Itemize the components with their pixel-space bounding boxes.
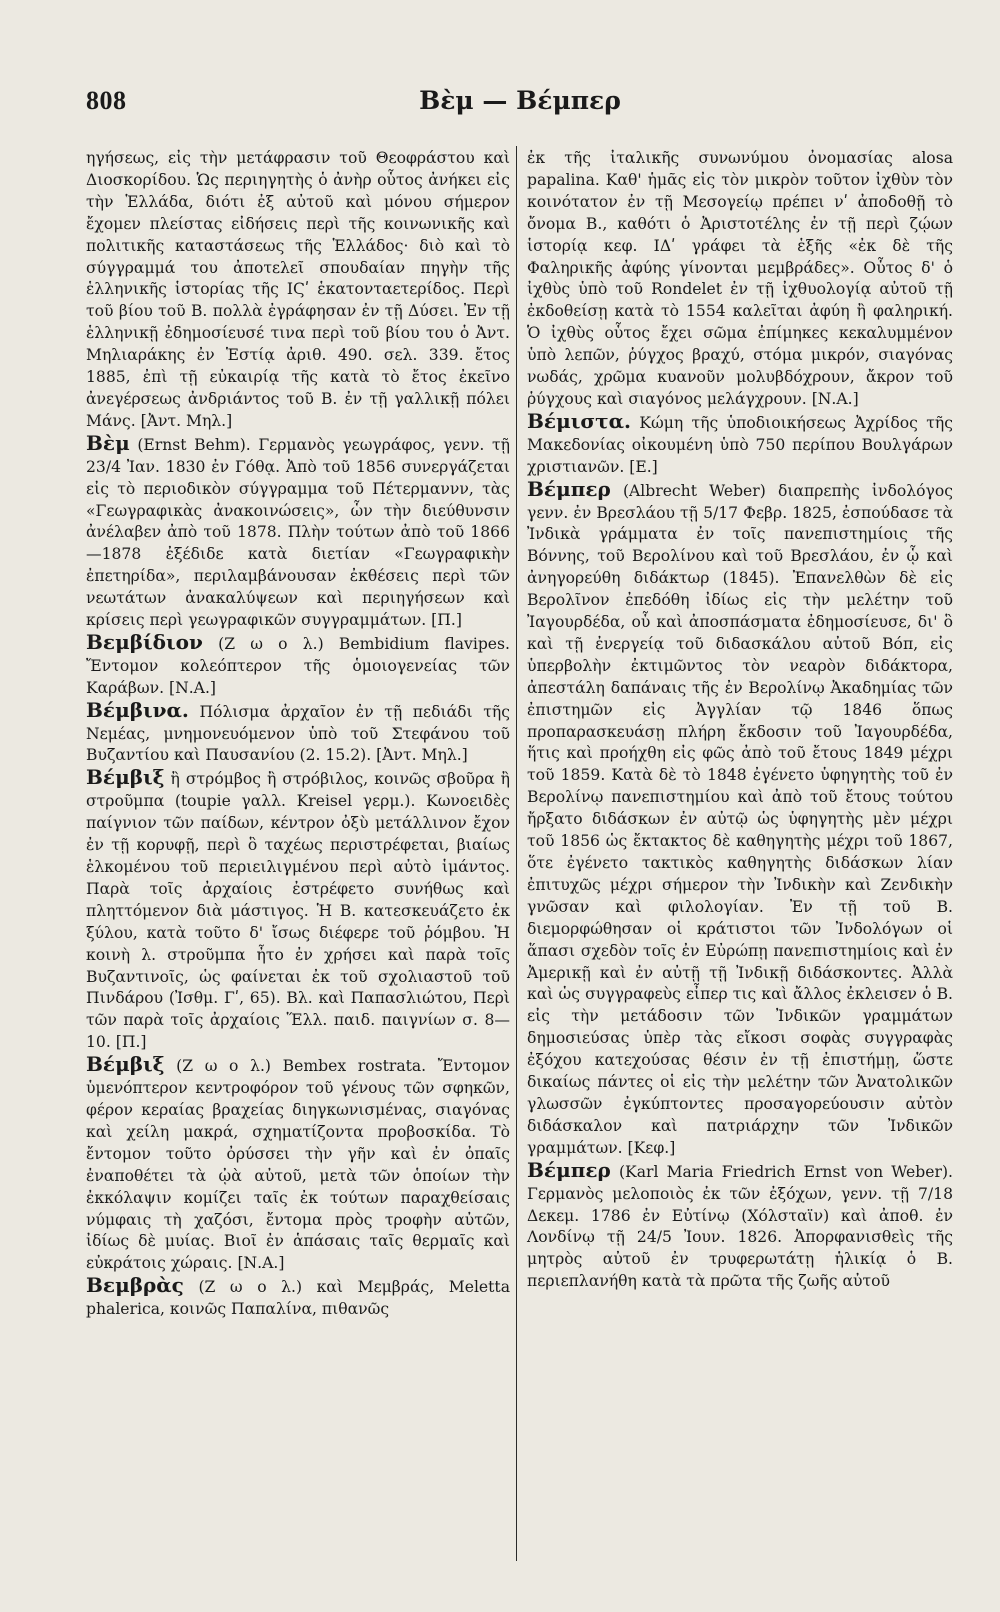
- entry: [86, 146, 510, 433]
- entry: [86, 697, 510, 768]
- entry-text: (Ernst Behm). Γερμανὸς γεωγράφος, γενν. τῇ 23/4 Ἰαν. 1830 ἐν Γόθᾳ. Ἀπὸ τοῦ 1856 συνεργάζεται εἰς τὸ περιοδικὸν σύγγραμμα τοῦ Πέτερμαννν, τὰς «Γεωγραφικὰς ἀνακοινώσεις», ὧν τὴν διεύθυνσιν ἀνέλαβεν ἀπὸ τοῦ 1878. Πλὴν τούτων ἀπὸ τοῦ 1866—1878 ἐξέδιδε κατὰ διετίαν «Γεωγραφικὴν ἐπετηρίδα», περιλαμβάνουσαν ἐκθέσεις περὶ τῶν νεωτάτων ἀνακαλύψεων καὶ περιηγήσεων καὶ κρίσεις περὶ γεωγραφικῶν συγγραμμάτων. [Π.]: [86, 435, 510, 630]
- entry-text: ἐκ τῆς ἰταλικῆς συνωνύμου ὀνομασίας alosa papalina. Καθ' ἡμᾶς εἰς τὸν μικρὸν τοῦτον ἰχθὺν τὸν κοινότατον ἐν τῇ Μεσογείῳ πρέπει νʹ ἀποδοθῇ τὸ ὄνομα Β., καθότι ὁ Ἀριστοτέλης ἐν τῇ περὶ ζῴων ἱστορίᾳ κεφ. ΙΔʹ γράφει τὰ ἑξῆς «ἐκ δὲ τῆς Φαληρικῆς ἀφύης γίνονται μεμβράδες». Οὗτος δ' ὁ ἰχθὺς ὑπὸ τοῦ Rondelet ἐν τῇ ἰχθυολογίᾳ αὐτοῦ τῇ ἐκδοθείσῃ κατὰ τὸ 1554 καλεῖται ἀφύη ἢ φαληρική. Ὁ ἰχθὺς οὗτος ἔχει σῶμα ἐπίμηκες κεκαλυμμένον ὑπὸ λεπῶν, ῥύγχος βραχύ, στόμα μικρόν, σιαγόνας νωδάς, χρῶμα κυανοῦν μολυβδόχρουν, ἄκρον τοῦ ῥύγχους καὶ σιαγόνος μελάγχρουν. [Ν.Α.]: [527, 149, 953, 408]
- entry: [86, 1275, 510, 1321]
- headword: Βέμπερ: [527, 476, 611, 501]
- entry-text: (Ζ ω ο λ.) Bembex rostrata. Ἔντομον ὑμενόπτερον κεντροφόρον τοῦ γένους τῶν σφηκῶν, φέρον κεραίας βραχείας διηγκωνισμένας, σιαγόνας καὶ χείλη μακρά, σχηματίζοντα προβοσκίδα. Τὸ ἔντομον τοῦτο ὀρύσσει τὴν γῆν καὶ ἐν ὀπαῖς ἐναποθέτει τὰ ᾠὰ αὐτοῦ, μετὰ τῶν ὁποίων τὴν ἐκκόλαψιν κομίζει ταῖς ἐκ τούτων παραχθείσαις νύμφαις τὴ χαζόσι, ἔντομα πρὸς τροφὴν αὐτῶν, ἰδίως δὲ μυίας. Βιοῖ ἐν ἁπάσαις ταῖς θερμαῖς καὶ εὐκράτοις χώραις. [Ν.Α.]: [86, 1057, 510, 1273]
- entry-text: (Albrecht Weber) διαπρεπὴς ἰνδολόγος γενν. ἐν Βρεσλάου τῇ 5/17 Φεβρ. 1825, ἐσπούδασε τὰ Ἰνδικὰ γράμματα ἐν τοῖς πανεπιστημίοις τῆς Βόννης, τοῦ Βερολίνου καὶ τοῦ Βρεσλάου, ἐν ᾧ καὶ ἀνηγορεύθη διδάκτωρ (1845). Ἐπανελθὼν δὲ εἰς Βερολῖνον ἐπεδόθη ἰδίως εἰς τὴν μελέτην τοῦ Ἰαγουρδέδα, οὗ καὶ ἀποσπάσματα ἐδημοσίευσε, δι' ὃ καὶ τῇ ἐνεργείᾳ τοῦ διδασκάλου αὐτοῦ Βόπ, εἰς ὑπερβολὴν ἐκτιμῶντος τὸν νεαρὸν διδάκτορα, ἀπεστάλη δαπάναις τῆς ἐν Βερολίνῳ Ἀκαδημίας τῶν ἐπιστημῶν εἰς Ἀγγλίαν τῷ 1846 ὅπως προπαρασκευάσῃ πλήρη ἔκδοσιν τοῦ Ἰαγουρδέδα, ἥτις καὶ προήχθη εἰς φῶς ἀπὸ τοῦ ἔτους 1849 μέχρι τοῦ 1859. Κατὰ δὲ τὸ 1848 ἐγένετο ὑφηγητὴς τοῦ ἐν Βερολίνῳ πανεπιστημίου καὶ ἀπὸ τοῦ ἔτους τούτου ἤρξατο διδάσκων ἐν αὐτῷ ὡς ὑφηγητὴς μὲν μέχρι τοῦ 1856 ὡς ἔκτακτος δὲ καθηγητὴς μέχρι τοῦ 1867, ὅτε ἐγένετο τακτικὸς καθηγητὴς διδάσκων λίαν ἐπιτυχῶς μέχρι σήμερον τὴν Ἰνδικὴν καὶ Ζενδικὴν γνῶσαν καὶ φιλολογίαν. Ἐν τῇ τοῦ Β. διεμορφώθησαν οἱ κράτιστοι τῶν Ἰνδολόγων οἱ ἅπασι σχεδὸν τοῖς ἐν Εὐρώπῃ πανεπιστημίοις καὶ ἐν Ἀμερικῇ καὶ ἐν αὐτῇ τῇ Ἰνδικῇ διδάσκοντες. Ἀλλὰ καὶ ὡς συγγραφεὺς εἶπερ τις καὶ ἄλλος ἐκλεισεν ὁ Β. εἰς τὴν μετάδοσιν τῶν Ἰνδικῶν γραμμάτων δημοσιεύσας ὑπὲρ τὰς εἴκοσι σοφὰς συγγραφὰς ἐξόχου κατεχούσας θέσιν ἐν τῇ ἐπιστήμῃ, ὥστε δικαίως πάντες οἱ εἰς τὴν μελέτην τῶν Ἀνατολικῶν γλωσσῶν ἐγκύπτοντες προσαγορεύουσιν αὐτὸν διδάσκαλον καὶ πατριάρχην τῶν Ἰνδικῶν γραμμάτων. [Κεφ.]: [527, 481, 953, 1157]
- entry-text: ἢ στρόμβος ἢ στρόβιλος, κοινῶς σβοῦρα ἢ στροῦμπα (toupie γαλλ. Kreisel γερμ.). Κωνοειδὲς παίγνιον τῶν παίδων, κέντρον ὀξὺ μετάλλινον ἔχον ἐν τῇ κορυφῇ, περὶ ὃ ταχέως περιστρέφεται, βιαίως ἑλκομένου τοῦ περιειλιγμένου περὶ αὐτὸ ἱμάντος. Παρὰ τοῖς ἀρχαίοις ἐστρέφετο συνήθως καὶ πληττόμενον διὰ μάστιγος. Ἡ Β. κατεσκευάζετο ἐκ ξύλου, κατὰ τοῦτο δ' ἴσως διέφερε τοῦ ῥόμβου. Ἡ κοινὴ λ. στροῦμπα ἦτο ἐν χρήσει καὶ παρὰ τοῖς Βυζαντινοῖς, ὡς φαίνεται ἐκ τοῦ σχολιαστοῦ τοῦ Πινδάρου (Ἰσθμ. Γʹ, 65). Βλ. καὶ Παπασλιώτου, Περὶ τῶν παρὰ τοῖς ἀρχαίοις Ἕλλ. παιδ. παιγνίων σ. 8—10. [Π.]: [86, 770, 510, 1052]
- headword: Βέμπερ: [527, 1157, 611, 1182]
- headword: Βέμιστα.: [527, 408, 631, 433]
- headword: Βὲμ: [86, 430, 130, 455]
- headword: Βέμβιξ: [86, 1052, 165, 1077]
- entry-text: Πόλισμα ἀρχαῖον ἐν τῇ πεδιάδι τῆς Νεμέας, μνημονευόμενον ὑπὸ τοῦ Στεφάνου τοῦ Βυζαντίου καὶ Παυσανίου (2. 15.2). [Ἀντ. Μηλ.]: [86, 702, 510, 765]
- entry-text: (Karl Maria Friedrich Ernst von Weber). Γερμανὸς μελοποιὸς ἐκ τῶν ἐξόχων, γενν. τῇ 7/18 Δεκεμ. 1786 ἐν Εὐτίνῳ (Χόλσταϊν) καὶ ἀποθ. ἐν Λονδίνῳ τῇ 24/5 Ἰουν. 1826. Ἀπορφανισθεὶς τῆς μητρὸς αὐτοῦ ἐν τρυφερωτάτῃ ἡλικίᾳ ὁ Β. περιεπλανήθη κατὰ τὰ πρῶτα τῆς ζωῆς αὐτοῦ: [527, 1162, 953, 1291]
- entry: [527, 476, 953, 1160]
- entry-text: Κώμη τῆς ὑποδιοικήσεως Ἀχρίδος τῆς Μακεδονίας οἰκουμένη ὑπὸ 750 περίπου Βουλγάρων χριστιανῶν. [Ε.]: [527, 413, 953, 476]
- entry: [527, 408, 953, 479]
- running-head: Βὲμ — Βέμπερ: [419, 86, 621, 115]
- headword: Βεμβρὰς: [86, 1273, 184, 1298]
- column-divider: [516, 146, 517, 1561]
- right-column: [527, 146, 953, 1293]
- entry: [86, 767, 510, 1054]
- headword: Βέμβινα.: [86, 697, 189, 722]
- headword: Βεμβίδιον: [86, 629, 203, 654]
- entry-text: (Ζ ω ο λ.) καὶ Μεμβράς, Meletta phalerica, κοινῶς Παπαλίνα, πιθανῶς: [86, 1278, 510, 1319]
- entry: [527, 146, 953, 411]
- entry-text: ηγήσεως, εἰς τὴν μετάφρασιν τοῦ Θεοφράστου καὶ Διοσκορίδου. Ὡς περιηγητὴς ὁ ἀνὴρ οὗτος ἀνήκει εἰς τὴν Ἑλλάδα, διότι ἐξ αὐτοῦ καὶ μόνου σήμερον ἔχομεν πλείστας εἰδήσεις περὶ τῆς κοινωνικῆς καὶ πολιτικῆς καταστάσεως τῆς Ἑλλάδος· διὸ καὶ τὸ σύγγραμμά του ἀποτελεῖ σπουδαίαν πηγὴν τῆς ἑλληνικῆς ἱστορίας τῆς ΙϚʹ ἑκατονταετερίδος. Περὶ τοῦ βίου τοῦ Β. πολλὰ ἐγράφησαν ἐν τῇ Δύσει. Ἐν τῇ ἑλληνικῇ ἐδημοσίευσέ τινα περὶ τοῦ βίου του ὁ Ἀντ. Μηλιαράκης ἐν Ἑστίᾳ ἀριθ. 490. σελ. 339. ἔτος 1885, ἐπὶ τῇ εὐκαιρίᾳ τῆς κατὰ τὸ ἔτος ἐκεῖνο ἀνεγέρσεως ἀνδριάντος τοῦ Β. ἐν τῇ γαλλικῇ πόλει Μάνς. [Ἀντ. Μηλ.]: [86, 149, 510, 430]
- entry: [86, 430, 510, 632]
- left-column: [86, 146, 510, 1321]
- entry: [86, 1054, 510, 1275]
- headword: Βέμβιξ: [86, 765, 165, 790]
- entry-text: (Ζ ω ο λ.) Bembidium flavipes. Ἔντομον κολεόπτερον τῆς ὁμοιογενείας τῶν Καράβων. [Ν.Α.]: [86, 634, 510, 697]
- entry: [527, 1157, 953, 1293]
- page-number: 808: [86, 86, 127, 115]
- entry: [86, 629, 510, 700]
